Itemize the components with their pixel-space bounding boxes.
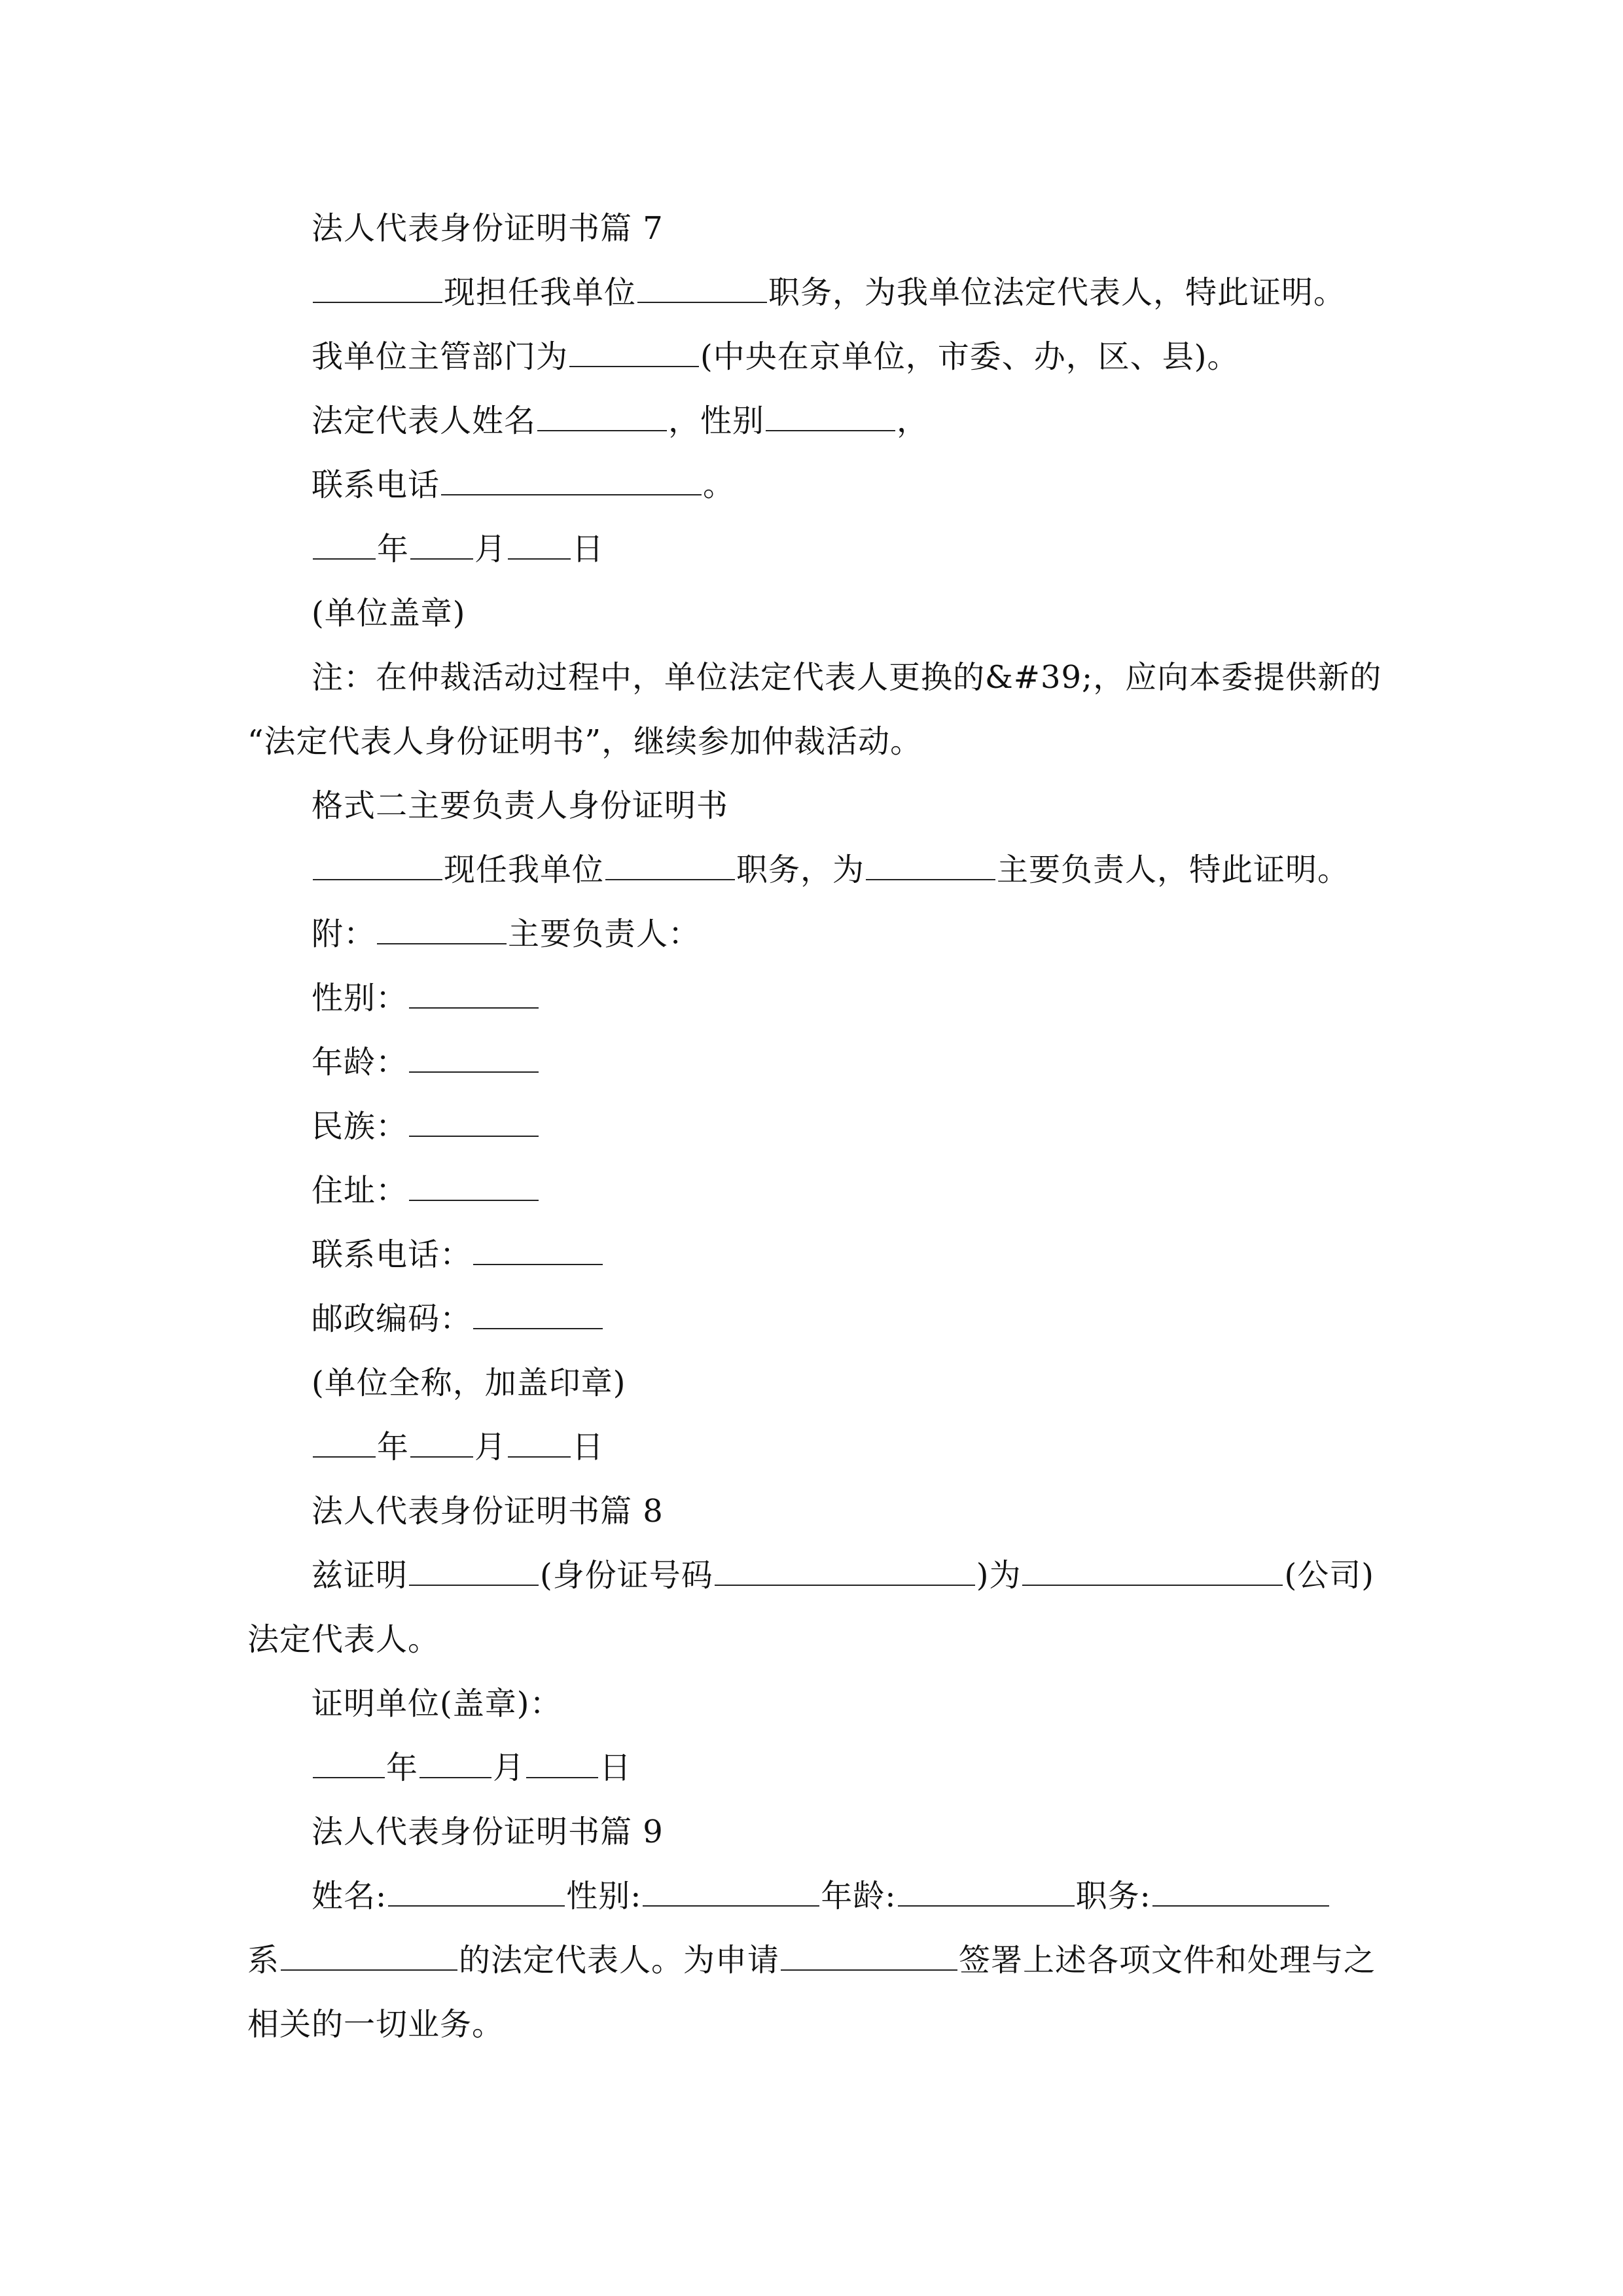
blank-field[interactable] [419,1751,491,1778]
fmt2-line-1: 现任我单位 职务，为 主要负责人，特此证明。 [312,850,1349,890]
format-2-title: 格式二主要负责人身份证明书 [312,787,729,824]
blank-field[interactable] [409,981,539,1009]
blank-field[interactable] [715,1558,975,1586]
blank-field[interactable] [605,853,735,880]
blank-field[interactable] [537,404,667,431]
blank-field[interactable] [643,1879,819,1907]
blank-field[interactable] [313,276,442,303]
blank-field[interactable] [898,1879,1075,1907]
field-postcode: 邮政编码： [312,1299,604,1339]
s9-line-2: 系 的法定代表人。为申请 签署上述各项文件和处理与之 [247,1942,1376,1979]
blank-field[interactable] [388,1879,565,1907]
blank-field[interactable] [410,1430,473,1458]
s7-line-3: 法定代表人姓名 ，性别 ， [312,403,929,439]
date-line-3: 年 月 日 [312,1748,632,1788]
blank-field[interactable] [569,340,699,367]
s9-line-1: 姓名: 性别: 年龄: 职务: [312,1876,1330,1916]
s8-line-2: 法定代表人。 [247,1621,440,1658]
blank-field[interactable] [866,853,995,880]
blank-field[interactable] [781,1943,957,1971]
s9-line-3: 相关的一切业务。 [247,2006,505,2043]
fullname-seal-label: (单位全称，加盖印章) [312,1365,626,1401]
blank-field[interactable] [409,1045,539,1073]
blank-field[interactable] [409,1174,539,1201]
blank-field[interactable] [313,532,376,560]
note-line-2: “法定代表人身份证明书”，继续参加仲裁活动。 [247,723,923,760]
section-9-title: 法人代表身份证明书篇 9 [312,1814,664,1850]
unit-seal-label: (单位盖章) [312,595,466,632]
blank-field[interactable] [508,1430,571,1458]
date-line-1: 年 月 日 [312,529,604,569]
section-8-title: 法人代表身份证明书篇 8 [312,1493,664,1530]
s7-line-2: 我单位主管部门为 (中央在京单位，市委、办，区、县)。 [312,338,1240,375]
blank-field[interactable] [409,1109,539,1137]
date-line-2: 年 月 日 [312,1427,604,1467]
blank-field[interactable] [377,917,507,944]
blank-field[interactable] [473,1238,603,1265]
fmt2-attach: 附： 主要负责人： [312,916,701,952]
s8-line-3: 证明单位(盖章)： [312,1685,562,1722]
s7-line-1: 现担任我单位 职务，为我单位法定代表人，特此证明。 [312,272,1346,313]
blank-field[interactable] [313,1430,376,1458]
field-age: 年龄： [312,1042,540,1083]
note-line-1: 注：在仲裁活动过程中，单位法定代表人更换的&#39;，应向本委提供新的 [312,659,1382,696]
field-ethnicity: 民族： [312,1106,540,1147]
blank-field[interactable] [281,1943,457,1971]
blank-field[interactable] [409,1558,539,1586]
section-7-title: 法人代表身份证明书篇 7 [312,210,664,247]
blank-field[interactable] [526,1751,598,1778]
blank-field[interactable] [508,532,571,560]
blank-field[interactable] [766,404,895,431]
blank-field[interactable] [410,532,473,560]
field-address: 住址： [312,1170,540,1211]
blank-field[interactable] [313,853,442,880]
blank-field[interactable] [441,468,702,495]
blank-field[interactable] [1022,1558,1283,1586]
blank-field[interactable] [473,1302,603,1329]
s8-line-1: 兹证明 (身份证号码 )为 (公司) [312,1557,1374,1594]
field-phone: 联系电话： [312,1234,604,1275]
blank-field[interactable] [313,1751,385,1778]
field-gender: 性别： [312,978,540,1018]
blank-field[interactable] [637,276,767,303]
blank-field[interactable] [1152,1879,1329,1907]
s7-line-4: 联系电话 。 [312,467,736,503]
